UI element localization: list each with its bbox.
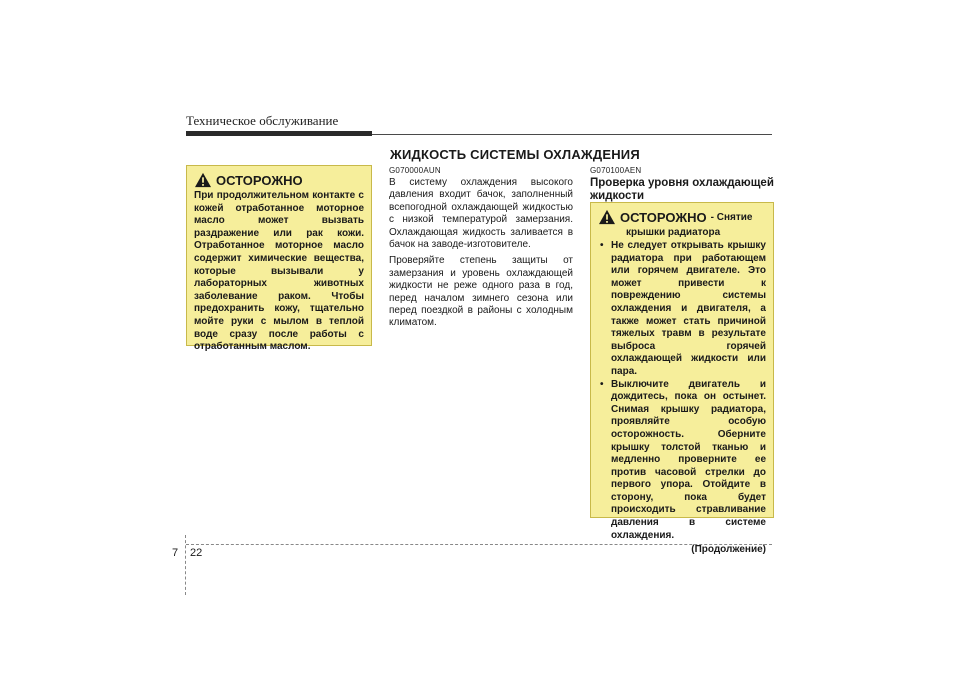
warning-header (194, 172, 364, 188)
warning-box-left (186, 165, 372, 353)
middle-column (389, 166, 573, 334)
warning-triangle-icon (194, 172, 212, 188)
warning-triangle-icon (598, 209, 616, 225)
chapter-number: 7 (172, 547, 179, 559)
warning-header (598, 209, 766, 225)
list-item: • Не следует открывать крышку радиатора при работающем или горячем двигателе. Это может привести к повреждению системы охлаждения и двигателя, а также может стать причиной тяжелых травм в результате выброса горячей охлаждающей жидкости или пара. (598, 240, 766, 379)
footer-rule (186, 544, 772, 545)
section-code: G070000AUN (389, 166, 441, 175)
warning-subtitle-2: крышки радиатора (626, 227, 721, 238)
page-number: 22 (190, 547, 203, 559)
list-item: • Выключите двигатель и дождитесь, пока он остынет. Снимая крышку радиатора, проявляйте особую осторожность. Оберните крышку толстой тканью и медленно проверните ее против часовой стрелки до первого упора. Отойдите в сторону, пока будет происходить стравливание давления в системе охлаждения. (598, 379, 766, 543)
warning-bullets (598, 240, 766, 542)
subheading: Проверка уровня охлаждающей жидкости (590, 177, 774, 202)
main-heading: ЖИДКОСТЬ СИСТЕМЫ ОХЛАЖДЕНИЯ (390, 147, 640, 162)
header-bar (186, 131, 372, 136)
footer-divider (185, 535, 186, 595)
paragraph-1: В систему охлаждения высокого давления входит бачок, заполненный всепогодной охлаждающей жидкостью с низкой температурой замерзания. Охлаждающая жидкость заливается в бачок на заводе-изготовителе. (389, 177, 573, 251)
right-column-header (590, 166, 774, 203)
warning-text: При продолжительном контакте с кожей отработанное моторное масло может вызвать раздражение или рак кожи. Отработанное моторное масло содержит химические вещества, которые вызывали у лабораторных животных заболевание раком. Чтобы предохранить кожу, тщательно мойте руки с мылом в теплой воде сразу после работы с отработанным маслом. (194, 190, 364, 353)
warning-subtitle: - Снятие (710, 211, 753, 223)
continued-note: (Продолжение) (691, 544, 766, 556)
warning-title: ОСТОРОЖНО (620, 209, 707, 225)
header-rule (372, 134, 772, 135)
section-title: Техническое обслуживание (186, 113, 339, 128)
warning-box-right (590, 202, 774, 556)
warning-title: ОСТОРОЖНО (216, 172, 303, 188)
paragraph-2: Проверяйте степень защиты от замерзания и уровень охлаждающей жидкости не реже одного раза в год, перед началом зимнего сезона или перед поездкой в районы с холодным климатом. (389, 255, 573, 329)
section-code: G070100AEN (590, 166, 642, 175)
